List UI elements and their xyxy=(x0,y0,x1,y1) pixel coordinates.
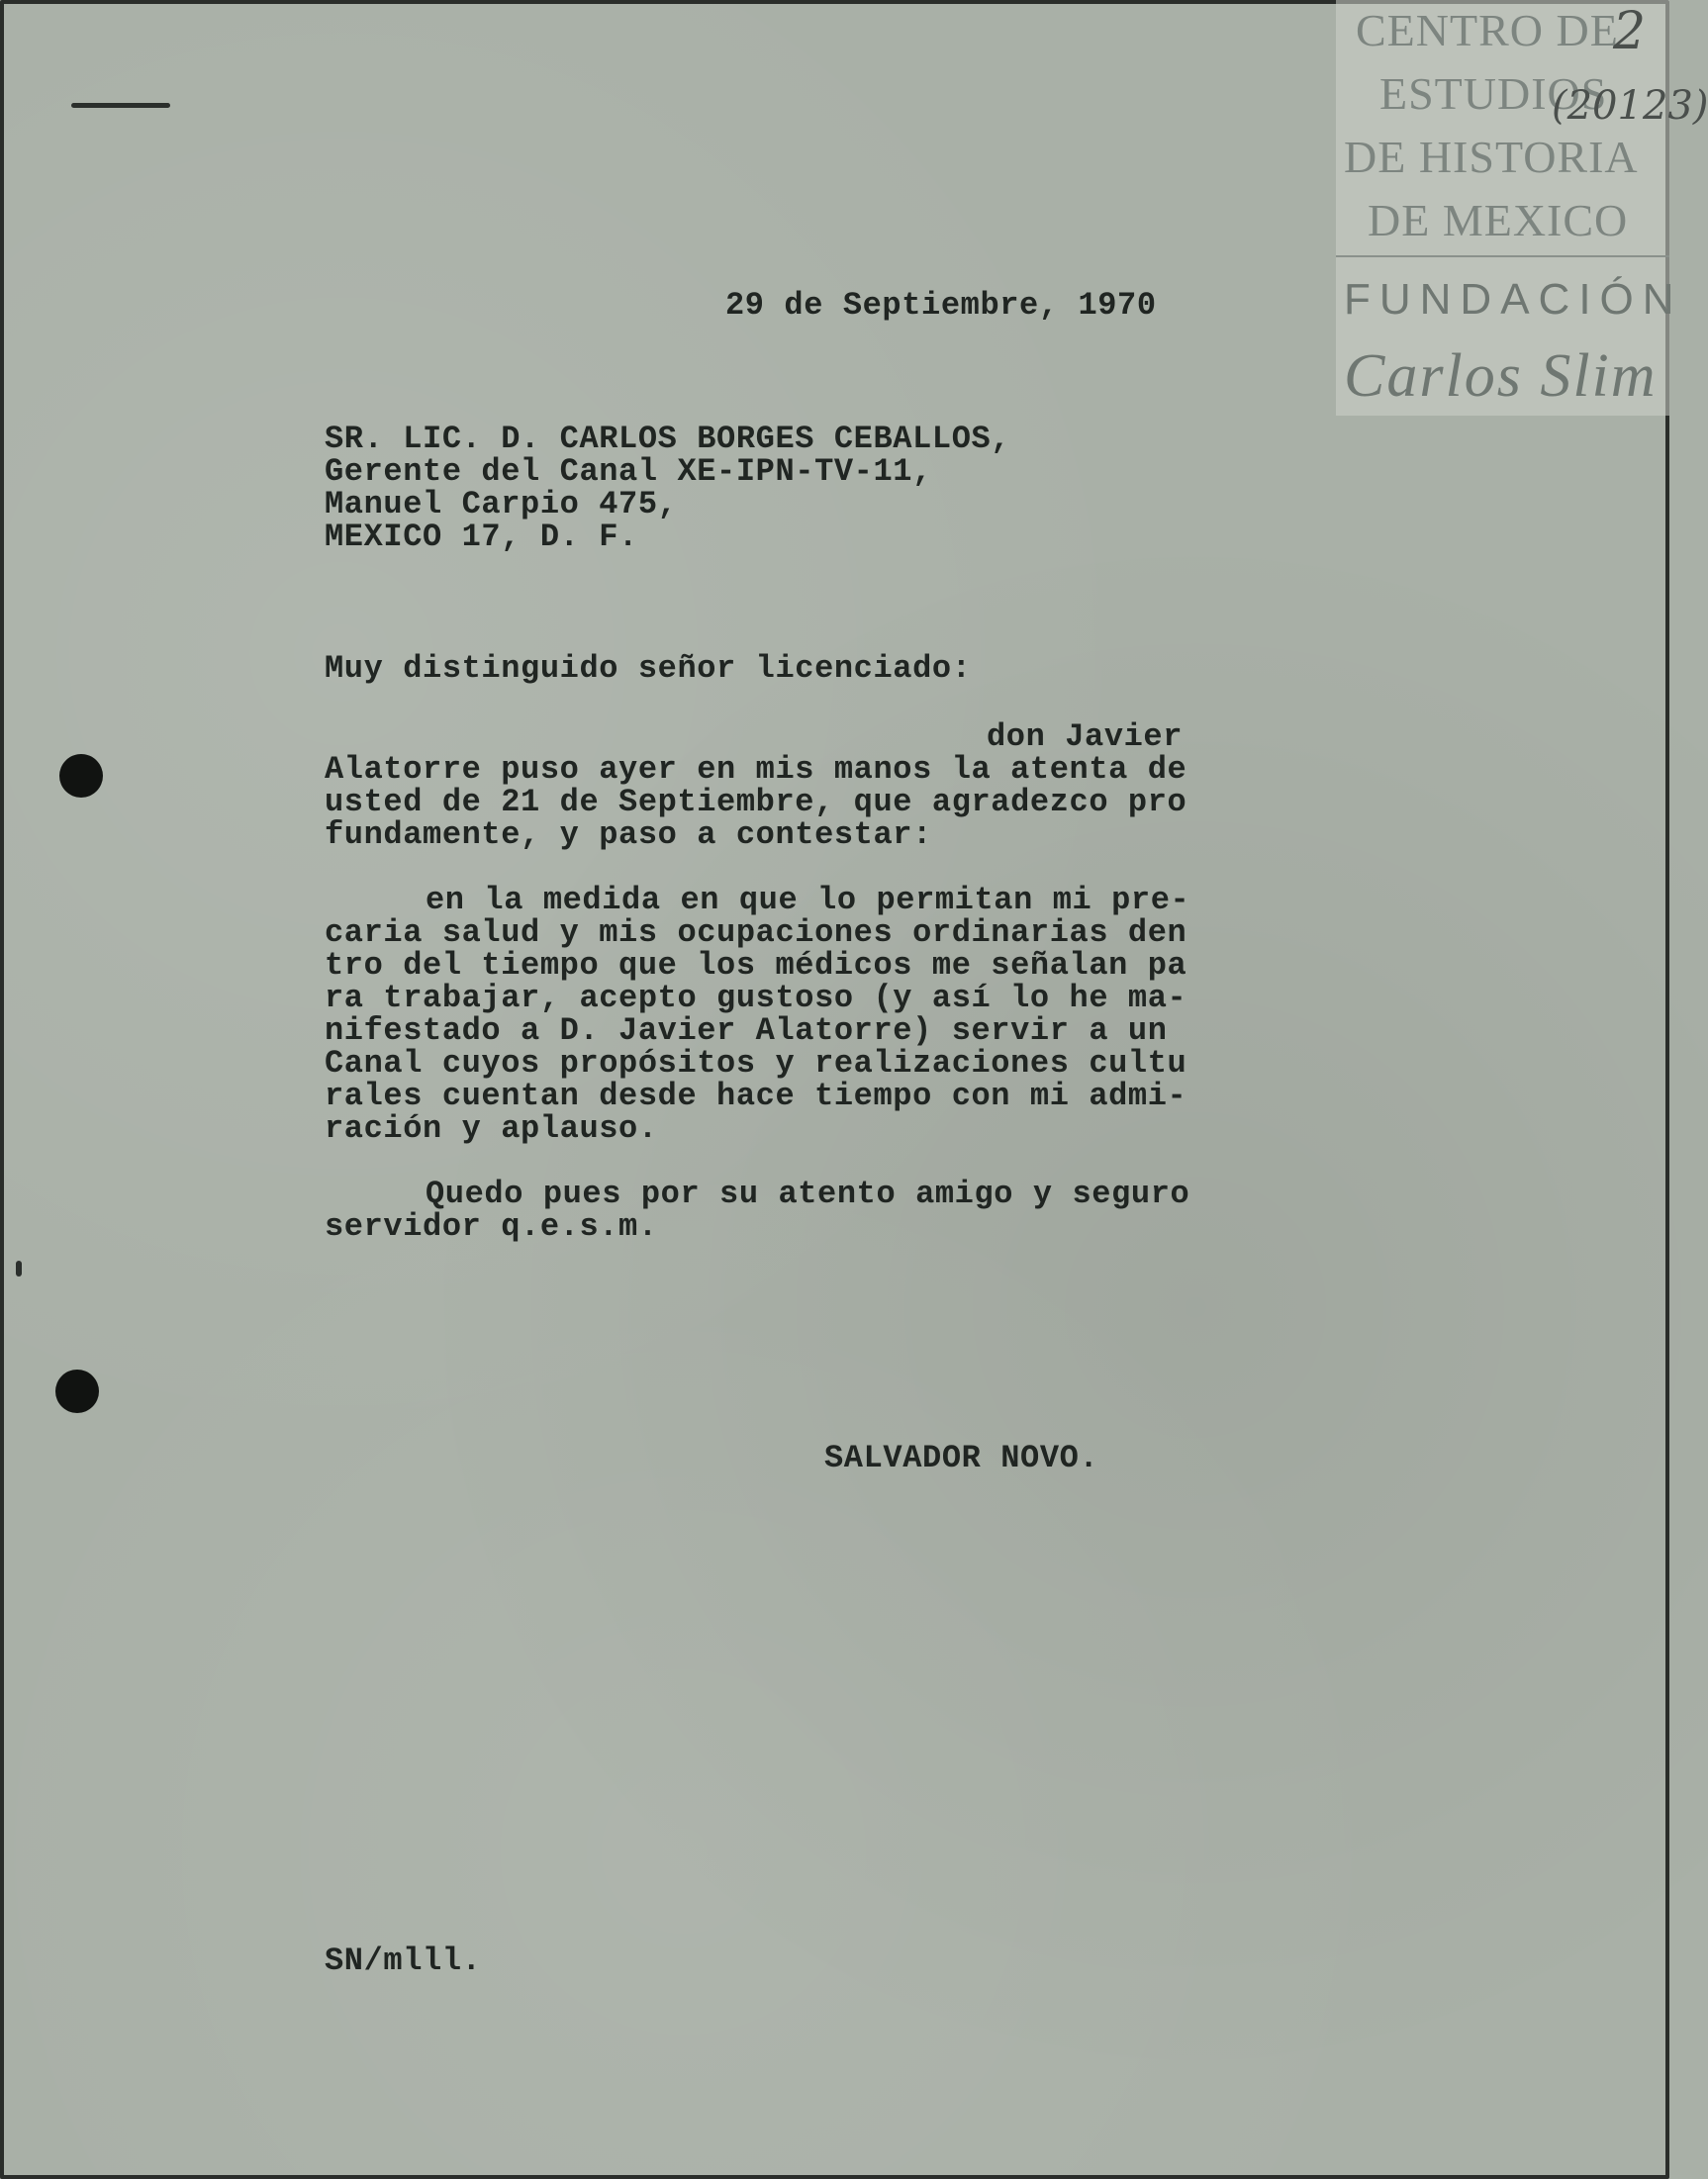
letter-date: 29 de Septiembre, 1970 xyxy=(725,287,1157,324)
edge-mark xyxy=(16,1261,22,1277)
paragraph-line: ración y aplauso. xyxy=(325,1110,658,1147)
stamp-divider xyxy=(1336,255,1669,257)
handwritten-folio: (20123) xyxy=(1552,83,1708,129)
closing-line: servidor q.e.s.m. xyxy=(325,1208,658,1245)
punch-hole-top xyxy=(59,754,103,798)
ink-smudge xyxy=(71,103,170,108)
stamp-line-1: CENTRO DE xyxy=(1356,5,1619,55)
stamp-line-3: DE HISTORIA xyxy=(1344,132,1639,182)
paragraph-line: nifestado a D. Javier Alatorre) servir a un xyxy=(325,1012,1168,1049)
signature: SALVADOR NOVO. xyxy=(824,1440,1099,1476)
paragraph-line: tro del tiempo que los médicos me señalan pa xyxy=(325,947,1187,984)
stamp-line-2: ESTUDIOS xyxy=(1379,68,1608,119)
addressee-line: Manuel Carpio 475, xyxy=(325,486,678,522)
paragraph-line: usted de 21 de Septiembre, que agradezco pro xyxy=(325,784,1187,820)
punch-hole-bottom xyxy=(55,1370,99,1413)
paragraph-line: en la medida en que lo permitan mi pre- xyxy=(426,882,1190,918)
addressee-line: Gerente del Canal XE-IPN-TV-11, xyxy=(325,453,932,490)
paragraph-line: ra trabajar, acepto gustoso (y así lo he ma- xyxy=(325,980,1187,1016)
stamp-line-4: DE MEXICO xyxy=(1368,195,1629,245)
paragraph-line: fundamente, y paso a contestar: xyxy=(325,816,932,853)
handwritten-page-number: 2 xyxy=(1613,2,1647,61)
reference-initials: SN/mlll. xyxy=(325,1942,482,1979)
closing-line: Quedo pues por su atento amigo y seguro xyxy=(426,1176,1190,1212)
paragraph-line: don Javier xyxy=(987,718,1184,755)
addressee-line: SR. LIC. D. CARLOS BORGES CEBALLOS, xyxy=(325,421,1011,457)
paragraph-line: caria salud y mis ocupaciones ordinarias den xyxy=(325,914,1187,951)
paragraph-line: Alatorre puso ayer en mis manos la atenta de xyxy=(325,751,1187,788)
stamp-foundation: FUNDACIÓN xyxy=(1344,275,1683,324)
salutation: Muy distinguido señor licenciado: xyxy=(325,650,972,687)
paragraph-line: Canal cuyos propósitos y realizaciones cultu xyxy=(325,1045,1187,1082)
addressee-line: MEXICO 17, D. F. xyxy=(325,519,638,555)
paragraph-line: rales cuentan desde hace tiempo con mi admi- xyxy=(325,1078,1187,1114)
stamp-signature: Carlos Slim xyxy=(1344,342,1658,410)
